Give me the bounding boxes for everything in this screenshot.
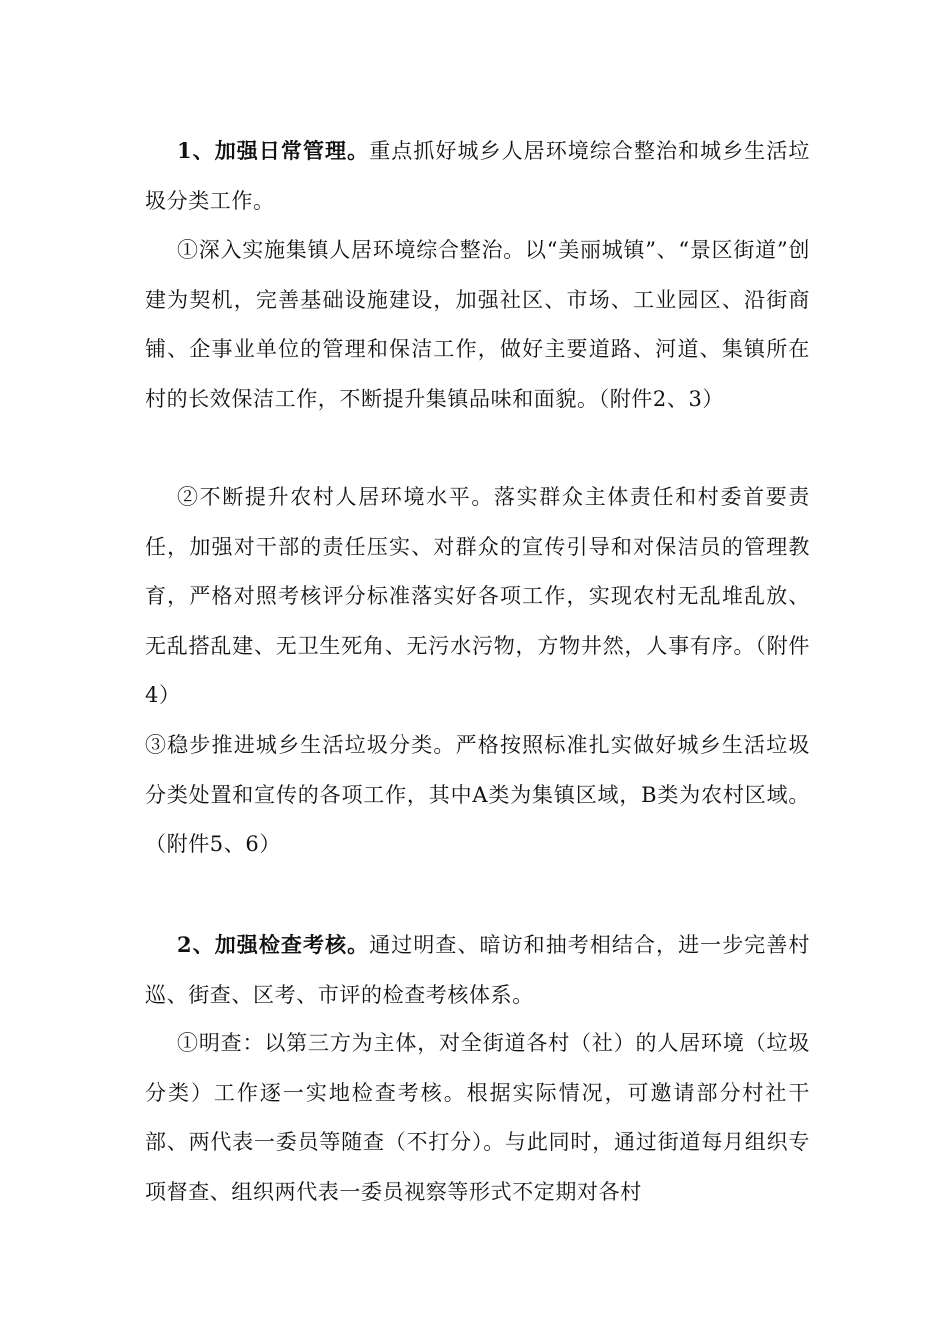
section-1-item-3: ③稳步推进城乡生活垃圾分类。严格按照标准扎实做好城乡生活垃圾分类处置和宣传的各项工作，其中A类为集镇区域，B类为农村区域。（附件5、6） [145,733,810,856]
section-2-item-1: ①明查：以第三方为主体，对全街道各村（社）的人居环境（垃圾分类）工作逐一实地检查考核。根据实际情况，可邀请部分村社干部、两代表一委员等随查（不打分）。与此同时，通过街道每月组织专项督查、组织两代表一委员视察等形式不定期对各村 [145,1031,810,1204]
section-1-intro: 重点抓好城乡人居环境综合整治和城乡生活垃圾分类工作。 [145,139,810,213]
section-2-heading: 2、加强检查考核。 [177,932,370,957]
section-2-paragraph [145,920,810,1020]
section-1-heading: 1、加强日常管理。 [177,138,370,163]
section-1-paragraph [145,126,810,226]
section-1-item-2: ②不断提升农村人居环境水平。落实群众主体责任和村委首要责任，加强对干部的责任压实、对群众的宣传引导和对保洁员的管理教育，严格对照考核评分标准落实好各项工作，实现农村无乱堆乱放、无乱搭乱建、无卫生死角、无污水污物，方物井然，人事有序。（附件4） [145,485,810,707]
section-2-intro: 通过明查、暗访和抽考相结合，进一步完善村巡、街查、区考、市评的检查考核体系。 [145,933,810,1007]
section-1-item-1: ①深入实施集镇人居环境综合整治。以“美丽城镇”、“景区街道”创建为契机，完善基础设施建设，加强社区、市场、工业园区、沿街商铺、企事业单位的管理和保洁工作，做好主要道路、河道、集镇所在村的长效保洁工作，不断提升集镇品味和面貌。（附件2、3） [145,238,810,411]
